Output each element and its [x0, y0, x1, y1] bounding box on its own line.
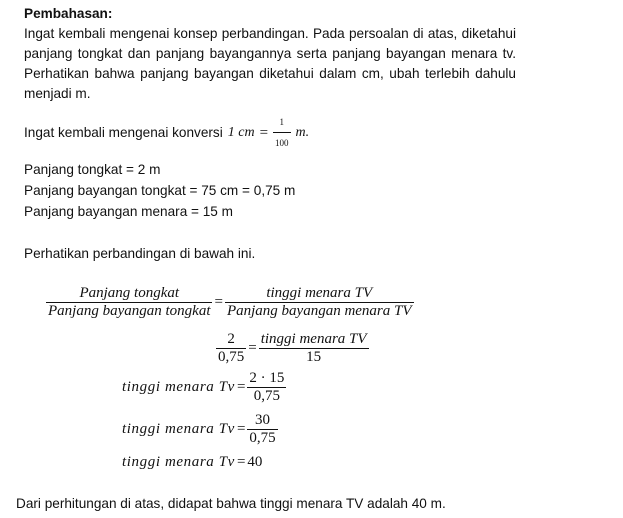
eq3-num: 2 · 15: [249, 370, 285, 386]
equation-1: [46, 285, 414, 320]
equation-3: [122, 370, 286, 405]
equation-5: [122, 454, 262, 471]
eq4-fraction: [247, 412, 277, 447]
eq5-lhs: tinggi menara Tv: [122, 454, 235, 470]
given-3: Panjang bayangan menara = 15 m: [24, 204, 233, 219]
eq1-left-den: Panjang bayangan tongkat: [48, 303, 211, 319]
eq3-lhs: tinggi menara Tv: [122, 379, 235, 395]
eq4-den: 0,75: [249, 430, 276, 446]
eq1-right-fraction: [225, 285, 414, 320]
eq1-right-den: Panjang bayangan menara TV: [226, 303, 412, 319]
eq3-den: 0,75: [253, 388, 281, 404]
conversion-prefix: Ingat kembali mengenai konversi: [24, 124, 223, 140]
eq1-equals: =: [214, 294, 223, 310]
conversion-lhs: 1 cm: [227, 124, 255, 140]
eq1-right-num: tinggi menara TV: [266, 285, 373, 301]
conversion-fraction: [273, 112, 291, 153]
eq2-left-num: 2: [227, 331, 235, 347]
conversion-line: [24, 112, 309, 153]
equation-2: [216, 331, 369, 366]
eq2-equals: =: [248, 340, 257, 356]
eq1-left-fraction: [46, 285, 212, 320]
eq4-lhs: tinggi menara Tv: [122, 421, 235, 437]
eq2-left-den: 0,75: [218, 349, 245, 365]
eq5-equals: =: [236, 454, 246, 470]
eq2-right-fraction: [259, 331, 369, 366]
given-1: Panjang tongkat = 2 m: [24, 162, 161, 177]
eq3-fraction: [247, 370, 286, 405]
intro-paragraph: Ingat kembali mengenai konsep perbandingan. Pada persoalan di atas, diketahui panjang tongkat dan panjang bayangannya serta panjang bayangan menara tv. Perhatikan bahwa panjang bayangan diketahui dalam cm, ubah terlebih dahulu menjadi m.: [24, 26, 516, 101]
lead-text: Perhatikan perbandingan di bawah ini.: [24, 246, 256, 261]
eq3-equals: =: [236, 379, 246, 395]
eq4-num: 30: [255, 412, 271, 428]
eq2-right-num: tinggi menara TV: [260, 331, 367, 347]
eq2-left-fraction: [216, 331, 246, 366]
equation-4: [122, 412, 278, 447]
given-2: Panjang bayangan tongkat = 75 cm = 0,75 m: [24, 183, 296, 198]
eq5-rhs: 40: [247, 454, 263, 470]
conversion-equals: =: [259, 124, 269, 141]
eq2-right-den: 15: [306, 349, 322, 365]
conversion-num: 1: [279, 117, 285, 127]
conclusion: Dari perhitungan di atas, didapat bahwa tinggi menara TV adalah 40 m.: [16, 496, 446, 511]
eq1-left-num: Panjang tongkat: [79, 285, 180, 301]
eq4-equals: =: [236, 421, 246, 437]
heading: Pembahasan:: [24, 6, 113, 21]
conversion-den: 100: [275, 138, 289, 148]
conversion-unit: m.: [295, 124, 310, 140]
